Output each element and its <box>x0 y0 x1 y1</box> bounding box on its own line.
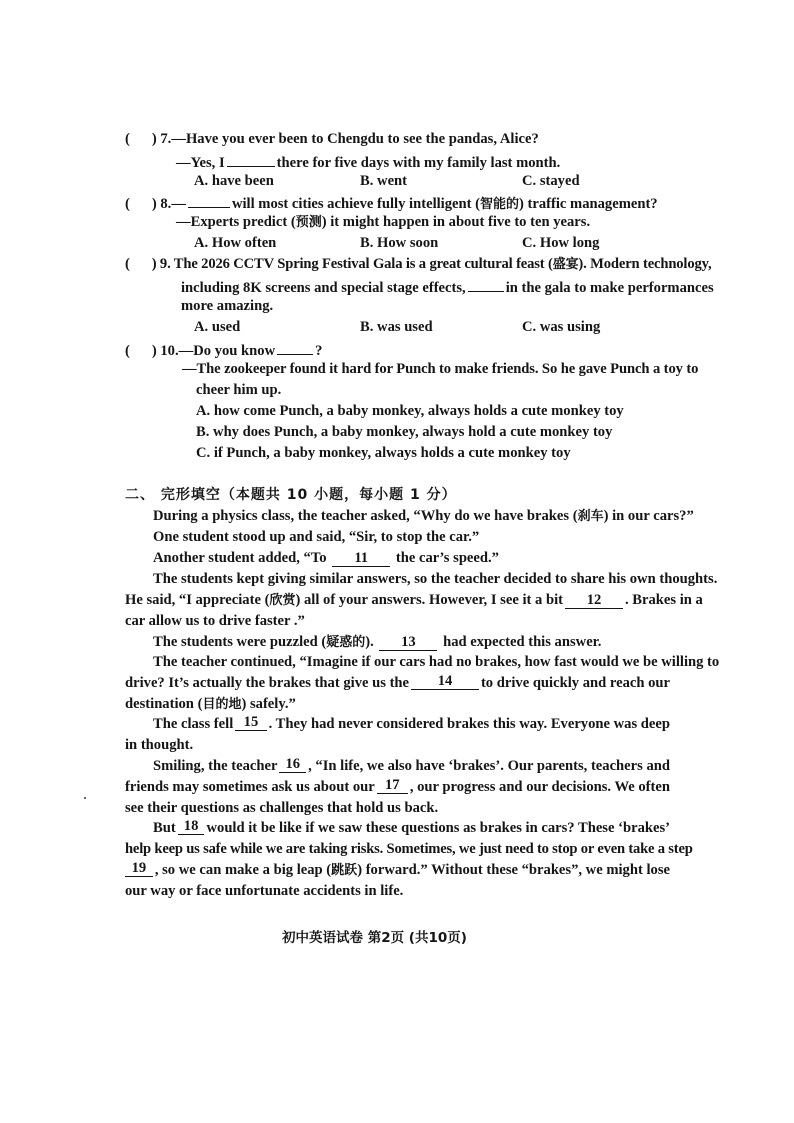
page-footer: 初中英语试卷 第2页 (共10页) <box>282 930 467 946</box>
option-a: A. have been <box>194 173 274 189</box>
cloze-line: our way or face unfortunate accidents in life. <box>125 883 404 899</box>
answer-blank <box>277 338 313 355</box>
answer-blank <box>227 150 275 167</box>
cloze-line: The class fell 15 . They had never considered brakes this way. Everyone was deep <box>153 714 670 732</box>
answer-paren: ( <box>125 131 130 147</box>
question-7: ( ) 7.—Have you ever been to Chengdu to see the pandas, Alice? <box>125 131 539 147</box>
cloze-blank-13: 13 <box>379 634 437 651</box>
cloze-blank-16: 16 <box>279 756 306 773</box>
option-c: C. if Punch, a baby monkey, always holds a cute monkey toy <box>196 445 571 461</box>
cloze-line: help keep us safe while we are taking risks. Sometimes, we just need to stop or even take a step <box>125 841 693 857</box>
cloze-line: in thought. <box>125 737 194 753</box>
answer-blank <box>188 191 230 208</box>
option-b: B. why does Punch, a baby monkey, always hold a cute monkey toy <box>196 424 613 440</box>
option-b: B. was used <box>360 319 433 335</box>
option-a: A. how come Punch, a baby monkey, always holds a cute monkey toy <box>196 403 624 419</box>
cloze-line: friends may sometimes ask us about our 17 , our progress and our decisions. We often <box>125 777 670 795</box>
answer-blank <box>468 275 504 292</box>
question-9-line3: more amazing. <box>181 298 274 314</box>
option-c: C. was using <box>522 319 601 335</box>
cloze-line: The teacher continued, “Imagine if our cars had no brakes, how fast would we be willing to <box>153 654 720 670</box>
cloze-blank-17: 17 <box>377 777 408 794</box>
cloze-blank-18: 18 <box>178 818 205 835</box>
cloze-line: But 18 would it be like if we saw these questions as brakes in cars? These ‘brakes’ <box>153 818 670 836</box>
question-8-line2: —Experts predict (预测) it might happen in about five to ten years. <box>176 214 591 230</box>
question-7-line2: —Yes, I there for five days with my family last month. <box>176 150 560 173</box>
cloze-line: The students kept giving similar answers, so the teacher decided to share his own thoughts. <box>153 571 718 587</box>
option-b: B. went <box>360 173 408 189</box>
cloze-blank-15: 15 <box>235 714 266 731</box>
question-9-line2: including 8K screens and special stage effects, in the gala to make performances <box>181 275 714 298</box>
cloze-line: The students were puzzled (疑惑的). 13 had expected this answer. <box>153 634 602 650</box>
answer-paren: ( <box>125 256 130 272</box>
option-c: C. How long <box>522 235 600 251</box>
scan-speck <box>84 797 86 799</box>
cloze-line: destination (目的地) safely.” <box>125 696 296 712</box>
cloze-blank-12: 12 <box>565 592 623 609</box>
cloze-line: He said, “I appreciate (欣赏) all of your answers. However, I see it a bit 12 . Brakes in a <box>125 592 703 608</box>
cloze-line: drive? It’s actually the brakes that give us the 14 to drive quickly and reach our <box>125 673 670 691</box>
question-10: ( ) 10.—Do you know ? <box>125 338 322 361</box>
option-a: A. used <box>194 319 241 335</box>
cloze-blank-14: 14 <box>411 673 479 690</box>
option-b: B. How soon <box>360 235 439 251</box>
cloze-line: 19 , so we can make a big leap (跳跃) forward.” Without these “brakes”, we might lose <box>125 860 670 881</box>
cloze-line: One student stood up and said, “Sir, to stop the car.” <box>153 529 480 545</box>
cloze-blank-19: 19 <box>125 860 153 877</box>
option-a: A. How often <box>194 235 277 251</box>
cloze-line: car allow us to drive faster .” <box>125 613 305 629</box>
cloze-line: During a physics class, the teacher asked, “Why do we have brakes (刹车) in our cars?” <box>153 508 694 524</box>
cloze-blank-11: 11 <box>332 550 390 567</box>
cloze-line: see their questions as challenges that hold us back. <box>125 800 439 816</box>
option-c: C. stayed <box>522 173 580 189</box>
answer-paren: ( <box>125 343 130 359</box>
question-10-line3: cheer him up. <box>196 382 282 398</box>
cloze-line: Smiling, the teacher 16 , “In life, we also have ‘brakes’. Our parents, teachers and <box>153 756 670 774</box>
section-heading: 二、 完形填空（本题共 10 小题，每小题 1 分） <box>125 487 457 503</box>
question-8: ( ) 8.— will most cities achieve fully intelligent (智能的) traffic management? <box>125 191 658 215</box>
question-9: ( ) 9. The 2026 CCTV Spring Festival Gala is a great cultural feast (盛宴). Modern technology, <box>125 256 712 272</box>
answer-paren: ( <box>125 196 130 212</box>
cloze-line: Another student added, “To 11 the car’s speed.” <box>153 550 499 566</box>
question-10-line2: —The zookeeper found it hard for Punch to make friends. So he gave Punch a toy to <box>182 361 699 377</box>
